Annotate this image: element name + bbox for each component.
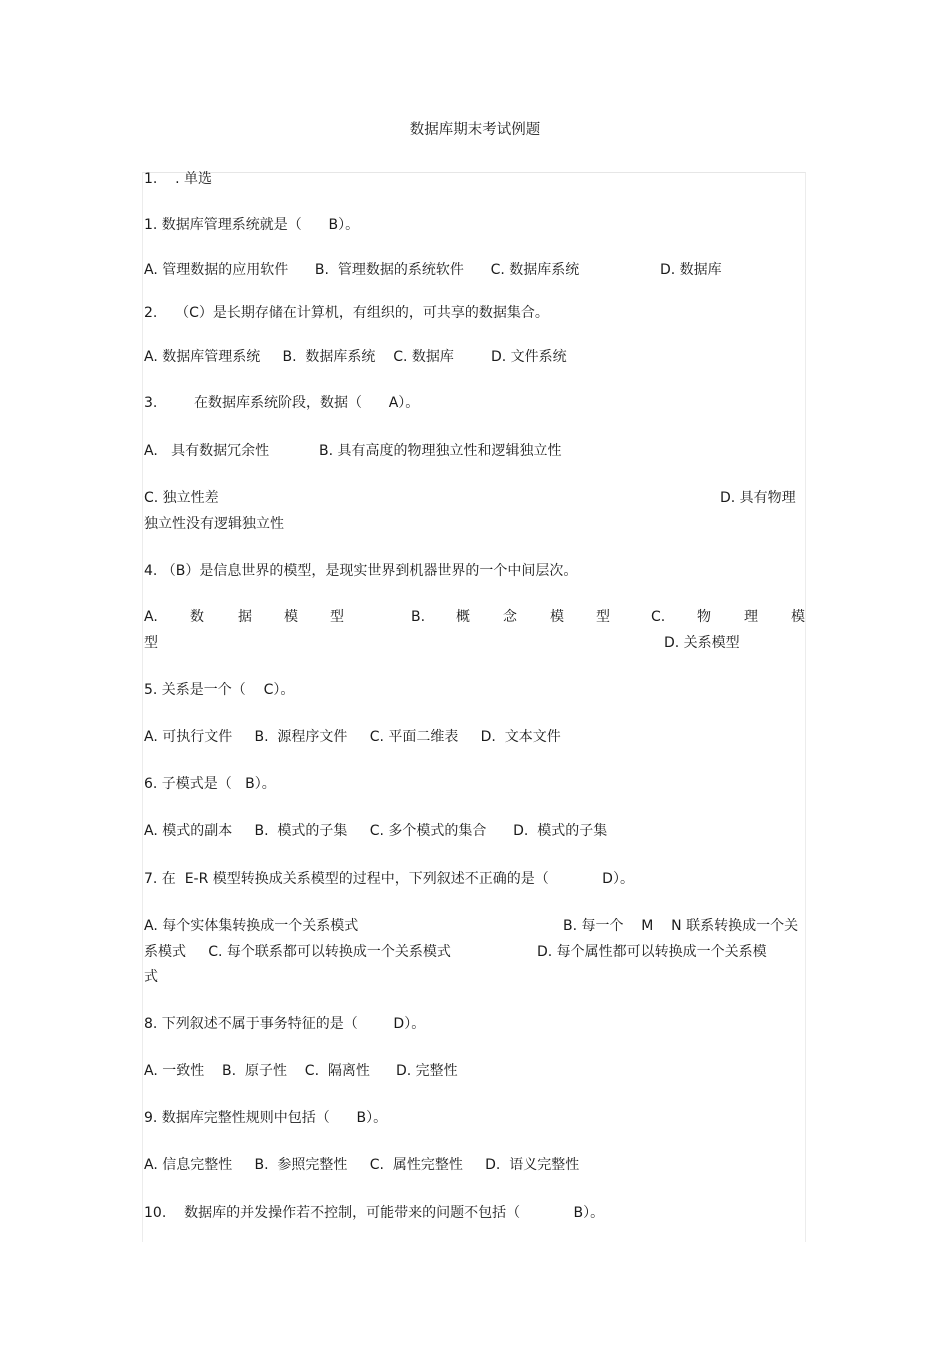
question-1: 1. 数据库管理系统就是（ B）。 xyxy=(144,217,360,233)
q4-b-char: 型 xyxy=(596,609,610,625)
question-4: 4. （B）是信息世界的模型，是现实世界到机器世界的一个中间层次。 xyxy=(144,563,578,579)
content-frame xyxy=(142,172,806,1242)
section-heading: 1. . 单选 xyxy=(144,171,213,187)
q3-option-d: D. 具有物理 xyxy=(720,490,796,506)
q4-b-char: 念 xyxy=(503,609,517,625)
q4-c-char: 模 xyxy=(791,609,805,625)
q4-c-char: 型 xyxy=(144,635,158,651)
q4-c-char: 物 xyxy=(697,609,711,625)
q7-option-a: A. 每个实体集转换成一个关系模式 xyxy=(144,918,359,934)
q7-option-b: B. 每一个 M N 联系转换成一个关 xyxy=(563,918,799,934)
q4-a-label: A. xyxy=(144,609,158,625)
q7-option-c: 系模式 C. 每个联系都可以转换成一个关系模式 xyxy=(144,944,451,960)
q3-option-a: A. 具有数据冗余性 xyxy=(144,443,270,459)
q4-c-char: 理 xyxy=(744,609,758,625)
question-5: 5. 关系是一个（ C）。 xyxy=(144,682,295,698)
q4-a-char: 据 xyxy=(238,609,252,625)
q6-options: A. 模式的副本 B. 模式的子集 C. 多个模式的集合 D. 模式的子集 xyxy=(144,823,608,839)
q4-b-char: 模 xyxy=(550,609,564,625)
question-2: 2. （C）是长期存储在计算机，有组织的，可共享的数据集合。 xyxy=(144,305,549,321)
question-10: 10. 数据库的并发操作若不控制，可能带来的问题不包括（ B）。 xyxy=(144,1205,605,1221)
q8-options: A. 一致性 B. 原子性 C. 隔离性 xyxy=(144,1063,370,1079)
q2-options: A. 数据库管理系统 B. 数据库系统 C. 数据库 xyxy=(144,349,454,365)
q1-option-d: D. 数据库 xyxy=(660,262,722,278)
q3-option-b: B. 具有高度的物理独立性和逻辑独立性 xyxy=(319,443,562,459)
question-9: 9. 数据库完整性规则中包括（ B）。 xyxy=(144,1110,388,1126)
q3-option-c: C. 独立性差 xyxy=(144,490,219,506)
question-8: 8. 下列叙述不属于事务特征的是（ D）。 xyxy=(144,1016,426,1032)
q2-option-d: D. 文件系统 xyxy=(491,349,567,365)
q4-a-char: 模 xyxy=(284,609,298,625)
question-6: 6. 子模式是（ B）。 xyxy=(144,776,276,792)
question-3: 在数据库系统阶段，数据（ A）。 xyxy=(194,395,420,411)
q8-option-d: D. 完整性 xyxy=(396,1063,458,1079)
document-title: 数据库期末考试例题 xyxy=(409,122,541,138)
q7-option-d-cont: 式 xyxy=(144,969,158,985)
q9-options: A. 信息完整性 B. 参照完整性 C. 属性完整性 D. 语义完整性 xyxy=(144,1157,580,1173)
q4-b-label: B. xyxy=(411,609,426,625)
q1-options: A. 管理数据的应用软件 B. 管理数据的系统软件 C. 数据库系统 xyxy=(144,262,580,278)
q4-a-char: 数 xyxy=(190,609,204,625)
q4-a-char: 型 xyxy=(330,609,344,625)
q3-option-d-cont: 独立性没有逻辑独立性 xyxy=(144,516,284,532)
q4-b-char: 概 xyxy=(456,609,470,625)
question-3-number: 3. xyxy=(144,395,158,411)
q7-option-d: D. 每个属性都可以转换成一个关系模 xyxy=(537,944,767,960)
question-7: 7. 在 E-R 模型转换成关系模型的过程中，下列叙述不正确的是（ D）。 xyxy=(144,871,634,887)
q5-options: A. 可执行文件 B. 源程序文件 C. 平面二维表 D. 文本文件 xyxy=(144,729,561,745)
q4-c-label: C. xyxy=(651,609,666,625)
q4-option-d: D. 关系模型 xyxy=(664,635,740,651)
